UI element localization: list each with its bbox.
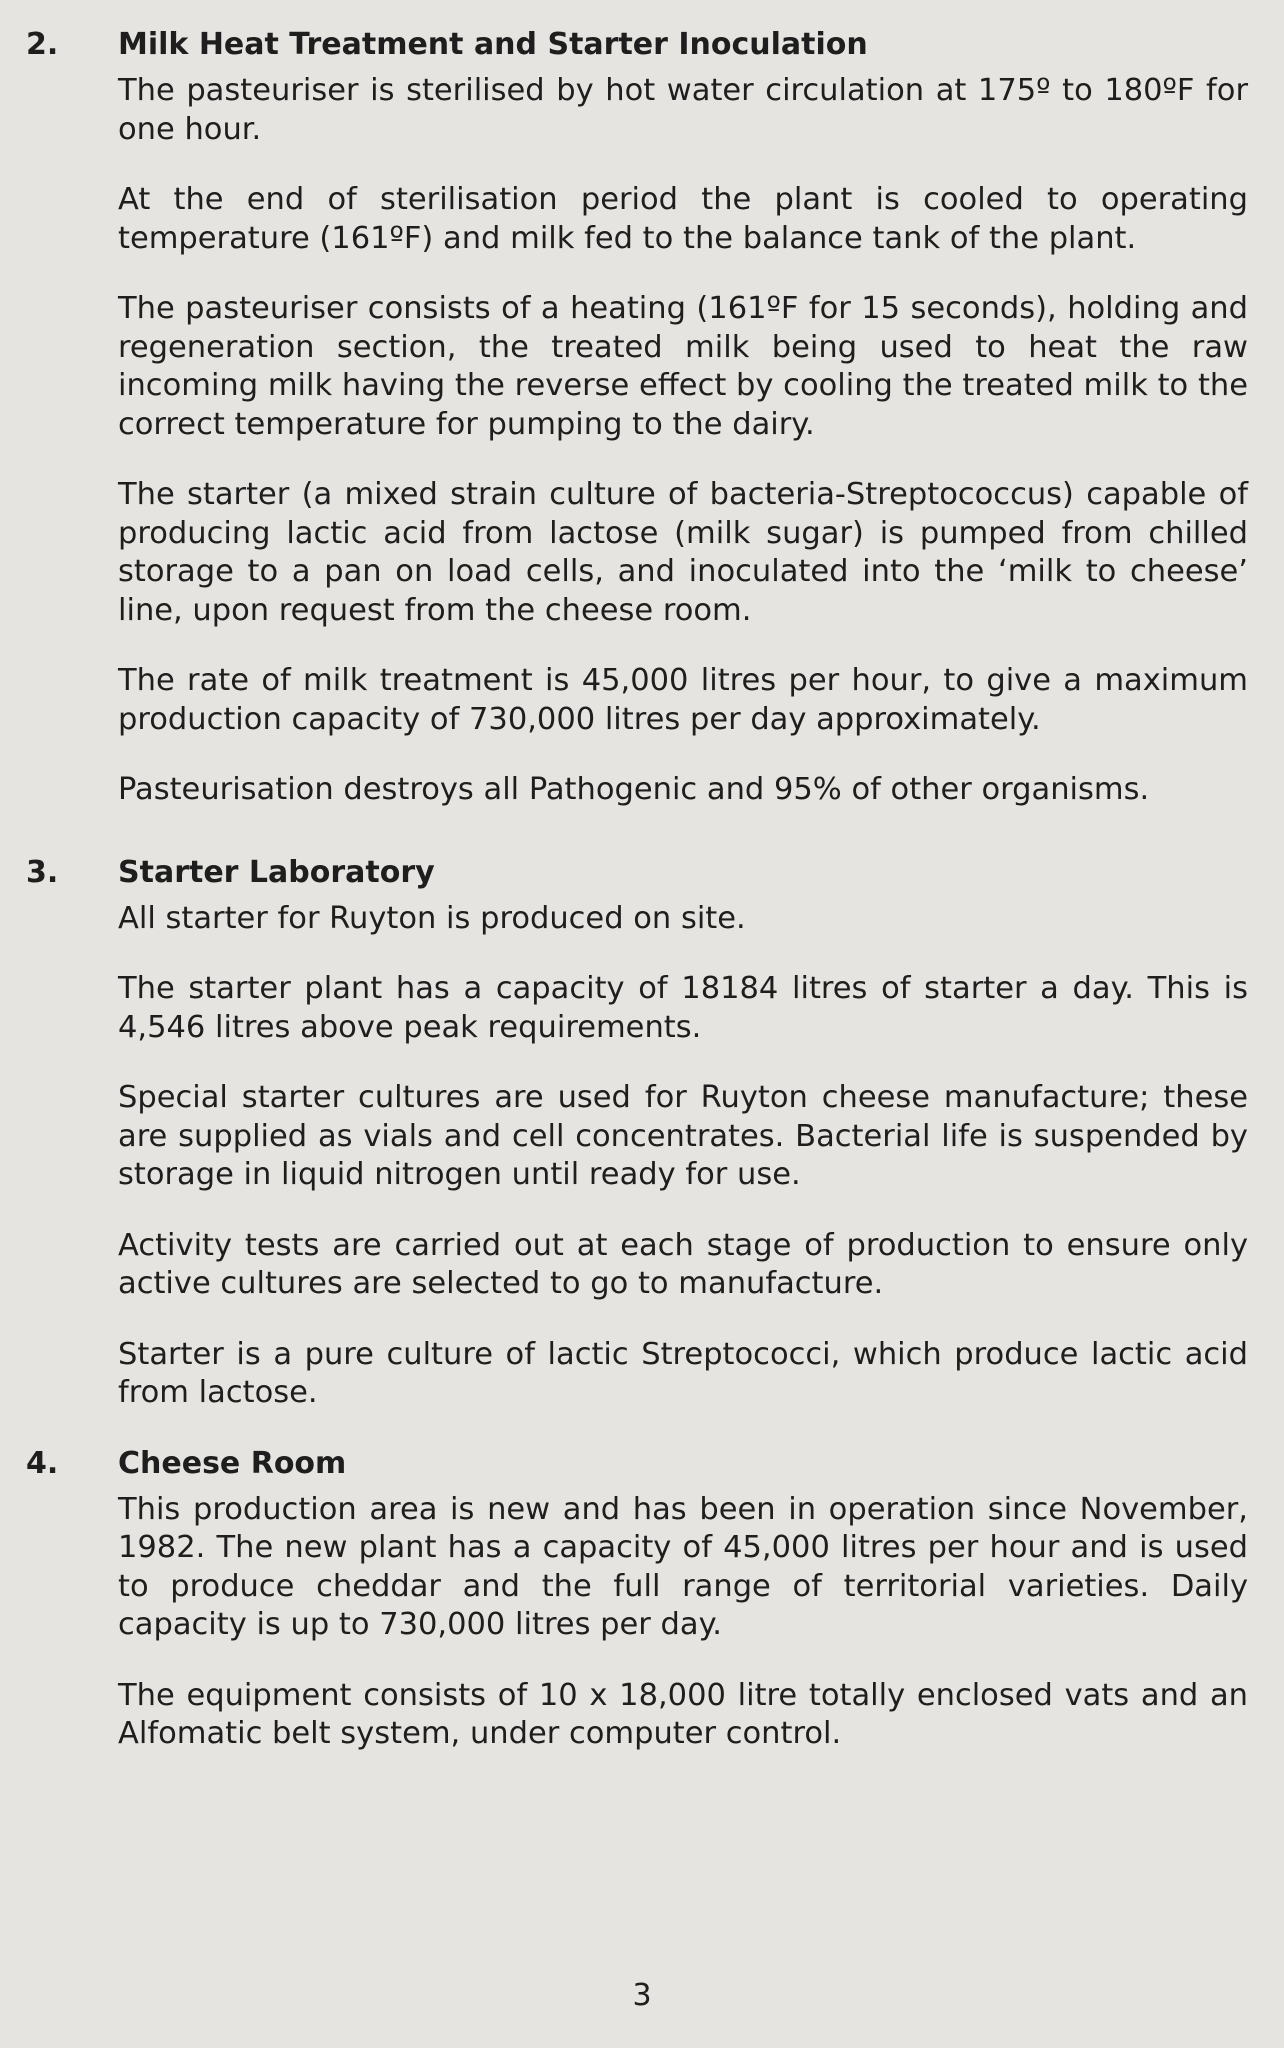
paragraph: The equipment consists of 10 x 18,000 litre totally enclosed vats and an Alfomatic belt system, under computer control. [118,1677,1248,1751]
paragraph: This production area is new and has been in operation since November, 1982. The new plant has a capacity of 45,000 litres per hour and is used to produce cheddar and the full range of territorial varieties. Daily capacity is up to 730,000 litres per day. [118,1491,1248,1642]
paragraph: The starter plant has a capacity of 18184 litres of starter a day. This is 4,546 litres above peak requirements. [118,971,1248,1045]
section-heading [26,1445,1248,1483]
section-cheese-room [26,1445,1248,1754]
paragraph: Pasteurisation destroys all Pathogenic and 95% of other organisms. [118,772,1150,807]
section-title: Starter Laboratory [118,854,435,890]
paragraph: The starter (a mixed strain culture of bacteria-Streptococcus) capable of producing lactic acid from lactose (milk sugar) is pumped from chilled storage to a pan on load cells, and inoculated into the ‘milk to cheese’ line, upon request from the cheese room. [118,477,1248,628]
paragraph: The rate of milk treatment is 45,000 litres per hour, to give a maximum production capacity of 730,000 litres per day approximately. [118,663,1248,737]
paragraph: Special starter cultures are used for Ruyton cheese manufacture; these are supplied as vials and cell concentrates. Bacterial life is suspended by storage in liquid nitrogen until ready for use. [118,1080,1248,1192]
page-number: 3 [632,1978,652,2013]
section-number: 3. [26,854,59,890]
section-milk-heat-treatment [26,26,1248,810]
section-number: 2. [26,27,59,62]
paragraph: The pasteuriser consists of a heating (161ºF for 15 seconds), holding and regeneration section, the treated milk being used to heat the raw incoming milk having the reverse effect by cooling the treated milk to the correct temperature for pumping to the dairy. [118,291,1248,442]
paragraph: All starter for Ruyton is produced on site. [118,900,746,936]
section-starter-laboratory [26,854,1248,1413]
section-title: Milk Heat Treatment and Starter Inoculation [118,27,868,62]
paragraph: Starter is a pure culture of lactic Streptococci, which produce lactic acid from lactose. [118,1336,1248,1410]
paragraph: Activity tests are carried out at each stage of production to ensure only active cultures are selected to go to manufacture. [118,1227,1248,1301]
paragraph: At the end of sterilisation period the plant is cooled to operating temperature (161ºF) and milk fed to the balance tank of the plant. [118,182,1248,256]
paragraph: The pasteuriser is sterilised by hot water circulation at 175º to 180ºF for one hour. [118,73,1248,147]
section-title: Cheese Room [118,1445,347,1481]
section-heading [26,854,1248,892]
section-number: 4. [26,1445,59,1481]
section-heading [26,26,1248,64]
